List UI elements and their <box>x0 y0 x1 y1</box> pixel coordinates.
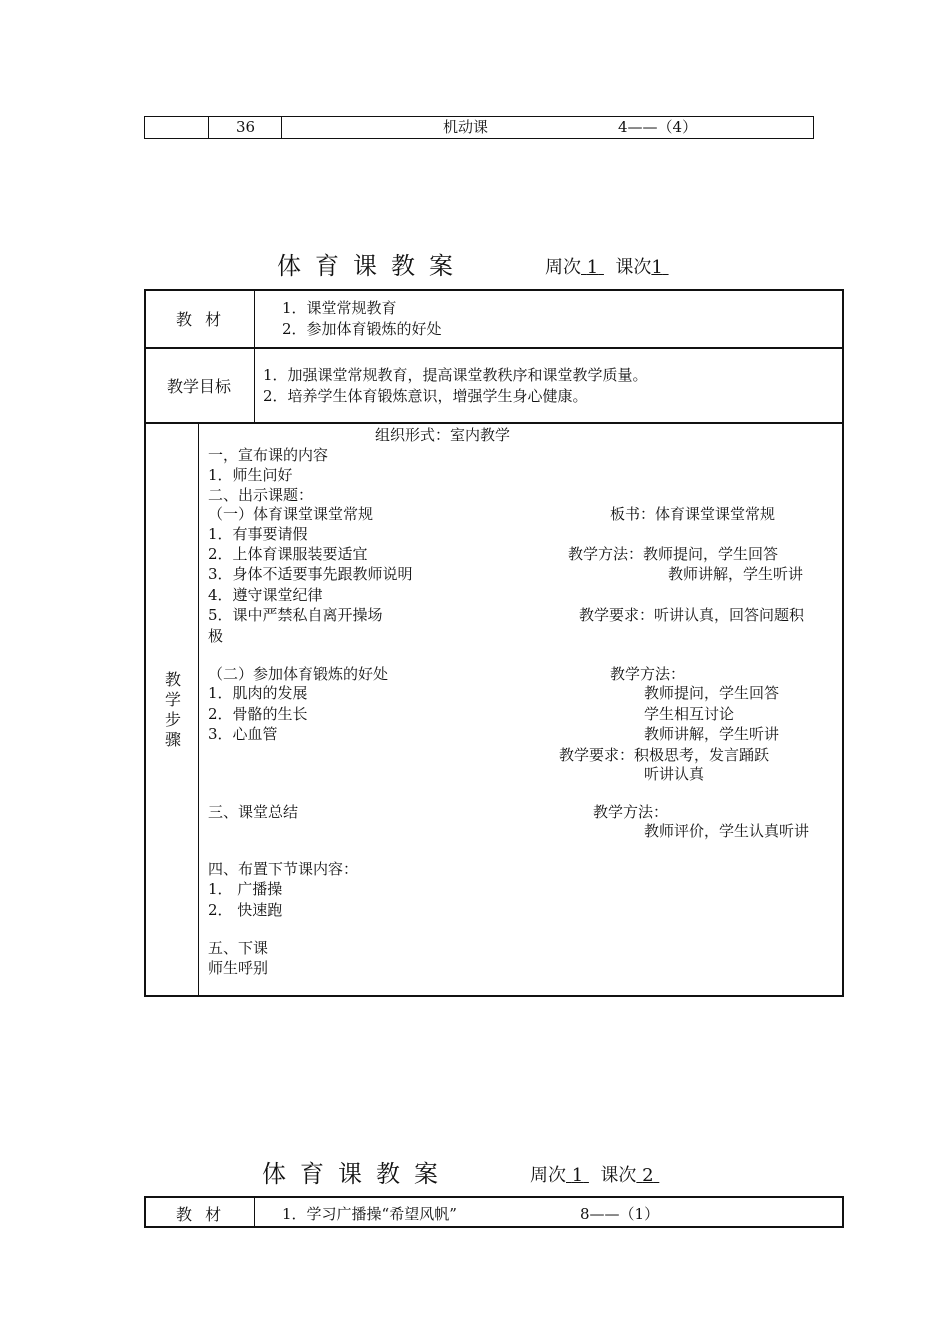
plan1-step-line: 一，宣布课的内容 <box>208 446 329 464</box>
top-row-number: 36 <box>236 118 256 136</box>
top-row-divider <box>208 116 209 139</box>
plan1-org-form: 组织形式：室内教学 <box>375 426 511 444</box>
plan1-step-line: 四、布置下节课内容： <box>208 860 359 878</box>
top-row-divider <box>281 116 282 139</box>
plan1-col-divider <box>254 290 255 423</box>
plan1-step-line: 2．上体育课服装要适宜 <box>208 545 368 563</box>
plan1-step-line: 极 <box>208 627 224 645</box>
plan1-method-note: 学生相互讨论 <box>644 705 735 723</box>
plan1-col-divider <box>198 423 199 996</box>
plan1-material-label: 教 材 <box>176 310 226 329</box>
plan1-title: 体育课教案 <box>277 252 467 280</box>
plan1-method-note: 教师讲解，学生听讲 <box>668 565 804 583</box>
plan2-week-value: 1 <box>571 1165 584 1186</box>
plan1-method-note: 教师讲解，学生听讲 <box>644 725 780 743</box>
plan1-requirement-note: 教学要求：积极思考，发言踊跃 <box>559 746 770 764</box>
plan1-step-line: （一）体育课堂课堂常规 <box>208 505 374 523</box>
plan1-goal-item: 1．加强课堂常规教育，提高课堂教秩序和课堂教学质量。 <box>263 366 648 384</box>
plan1-step-line: 二、出示课题： <box>208 486 314 504</box>
plan2-week-label: 周次 <box>530 1165 566 1186</box>
plan1-lesson-label: 课次 <box>615 257 652 278</box>
plan1-requirement-note: 教学要求：听讲认真，回答问题积 <box>579 606 805 624</box>
plan1-step-line: （二）参加体育锻炼的好处 <box>208 665 389 683</box>
plan1-step-line: 1．有事要请假 <box>208 525 308 543</box>
plan2-material-label: 教 材 <box>176 1205 226 1224</box>
plan1-step-line: 三、课堂总结 <box>208 803 299 821</box>
plan1-method-note: 教学方法： <box>610 665 686 683</box>
plan1-step-line: 1．师生问好 <box>208 466 293 484</box>
plan1-goal-label: 教学目标 <box>167 377 232 396</box>
plan1-method-note: 教师提问，学生回答 <box>644 684 780 702</box>
plan2-lesson-label: 课次 <box>600 1165 637 1186</box>
plan1-step-line: 3．身体不适要事先跟教师说明 <box>208 565 413 583</box>
plan2-table <box>144 1196 844 1228</box>
plan1-row-divider <box>144 347 844 349</box>
plan1-step-line: 2．骨骼的生长 <box>208 705 308 723</box>
plan1-step-line: 1．肌肉的发展 <box>208 684 308 702</box>
plan1-step-line: 5．课中严禁私自离开操场 <box>208 606 383 624</box>
plan1-step-line: 五、下课 <box>208 939 269 957</box>
plan1-step-line: 4．遵守课堂纪律 <box>208 586 323 604</box>
plan1-week-lesson <box>545 257 669 279</box>
plan1-step-line: 师生呼别 <box>208 959 269 977</box>
plan1-lesson-value: 1 <box>651 257 663 278</box>
plan1-week-label: 周次 <box>545 257 581 278</box>
plan1-step-line: 1． 广播操 <box>208 880 283 898</box>
top-row-content: 机动课 <box>443 118 489 136</box>
plan1-method-note: 教学方法： <box>593 803 669 821</box>
plan1-row-divider <box>144 422 844 424</box>
plan1-steps-label: 教 学 步 骤 <box>164 670 181 749</box>
plan2-week-lesson <box>530 1165 659 1187</box>
top-row-ref: 4——（4） <box>618 118 698 136</box>
plan2-title: 体育课教案 <box>262 1160 452 1188</box>
plan2-col-divider <box>254 1197 255 1227</box>
plan1-week-value: 1 <box>586 257 599 278</box>
plan2-material-ref: 8——（1） <box>580 1205 660 1223</box>
plan1-material-item: 1．课堂常规教育 <box>282 299 397 317</box>
plan1-method-note: 教师评价，学生认真听讲 <box>644 822 810 840</box>
plan1-board-note: 板书：体育课堂课堂常规 <box>610 505 776 523</box>
plan2-lesson-value: 2 <box>642 1165 654 1186</box>
plan1-step-line: 3．心血管 <box>208 725 278 743</box>
plan1-requirement-note: 听讲认真 <box>644 765 705 783</box>
plan1-method-note: 教学方法：教师提问，学生回答 <box>568 545 779 563</box>
plan1-material-item: 2．参加体育锻炼的好处 <box>282 320 442 338</box>
plan1-goal-item: 2．培养学生体育锻炼意识，增强学生身心健康。 <box>263 387 588 405</box>
plan2-material-item: 1．学习广播操“希望风帆” <box>282 1205 457 1223</box>
plan1-step-line: 2． 快速跑 <box>208 901 283 919</box>
